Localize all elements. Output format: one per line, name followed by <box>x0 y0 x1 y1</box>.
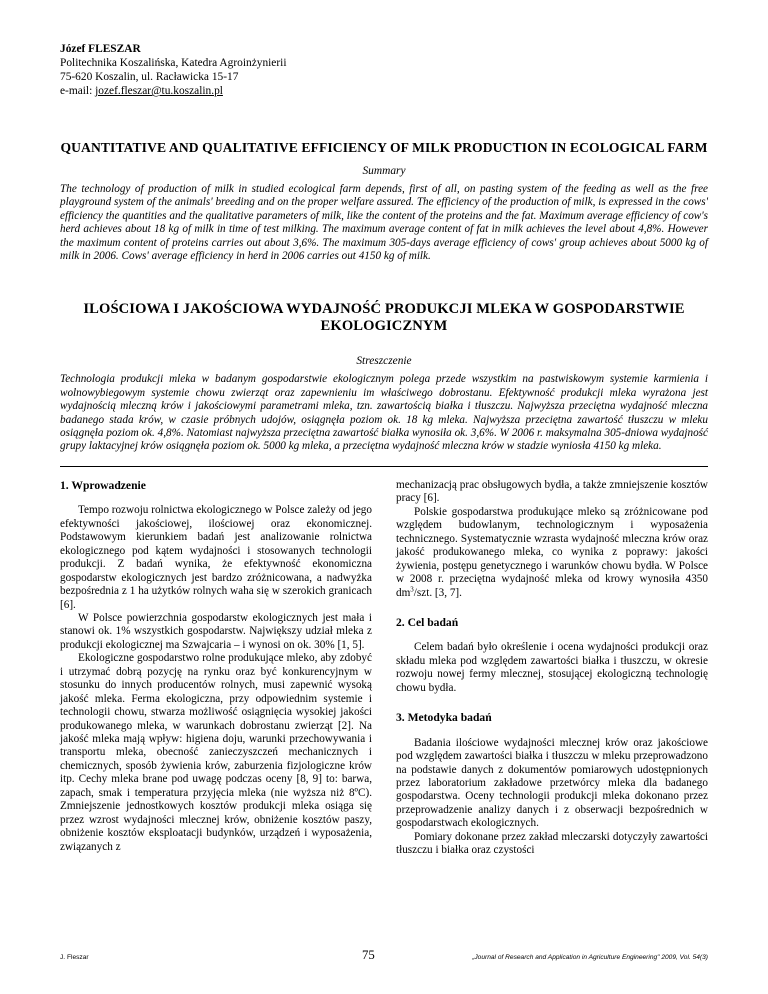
author-address: 75-620 Koszalin, ul. Racławicka 15-17 <box>60 71 239 83</box>
author-affiliation: Politechnika Koszalińska, Katedra Agroinżynierii <box>60 57 287 69</box>
body-paragraph: Polskie gospodarstwa produkujące mleko są zróżnicowane pod względem budowlanym, technologicznym i wyposażenia technicznego. Systematycznie wzrasta wydajność mleczna krów oraz jakość produkowanego mleka, co wynika z poprawy: jakości żywienia, postępu genetycznego i warunków chowu bydła. W Polsce w 2008 r. przeciętna wydajność mleka od krowy wynosiła 4350 $dm^3$/szt. [3, 7]. <box>396 505 708 599</box>
right-column <box>396 479 708 858</box>
body-paragraph: Celem badań było określenie i ocena wydajności produkcji oraz składu mleka pod względem zawartości białka i tłuszczu, w okresie rozwoju nowej fermy mlecznej, stosującej ekologiczną technologię chowu bydła. <box>396 641 708 694</box>
author-email-line <box>60 84 708 98</box>
page-footer <box>60 948 708 974</box>
superscript: 3 <box>410 584 414 593</box>
title-english: QUANTITATIVE AND QUALITATIVE EFFICIENCY OF MILK PRODUCTION IN ECOLOGICAL FARM <box>60 140 708 155</box>
left-column <box>60 479 372 858</box>
author-name: Józef FLESZAR <box>60 43 141 55</box>
author-block <box>60 42 708 98</box>
page-number: 75 <box>362 948 375 962</box>
email-label: e-mail: <box>60 85 96 97</box>
section-heading-aim: 2. Cel badań <box>396 615 459 629</box>
section-heading-methods: 3. Metodyka badań <box>396 711 492 725</box>
title-polish: ILOŚCIOWA I JAKOŚCIOWA WYDAJNOŚĆ PRODUKCJI MLEKA W GOSPODARSTWIE EKOLOGICZNYM <box>83 301 685 335</box>
section-heading-introduction: 1. Wprowadzenie <box>60 478 146 492</box>
body-paragraph: W Polsce powierzchnia gospodarstw ekologicznych jest mała i stanowi ok. 1% wszystkich gospodarstw. Największy udział mleka z produkcji ekologicznej ma Szwajcaria – i wynosi on ok. 30% [1, 5]. <box>60 611 372 651</box>
footer-author: J. Fleszar <box>60 954 89 961</box>
section-divider <box>60 466 708 467</box>
footer-journal: „Journal of Research and Application in Agriculture Engineering" 2009, Vol. 54(3) <box>472 954 708 961</box>
paper-page <box>60 42 708 858</box>
body-paragraph: Ekologiczne gospodarstwo rolne produkujące mleko, aby zdobyć i utrzymać dobrą pozycję na rynku oraz być konkurencyjnym w stosunku do innych producentów rolnych, musi zapewnić wysoką jakość mleka. Ferma ekologiczna, przy odpowiednim systemie i technologii chowu, stwarza możliwość osiągnięcia wysokiej jakości produkowanego mleka, w warunkach dobrostanu zwierząt [2]. Na jakość mleka mają wpływ: higiena doju, warunki przechowywania i transportu mleka, obecność zanieczyszczeń mechanicznych i chemicznych, sposób żywienia krów, zaburzenia fizjologiczne krów itp. Cechy mleka brane pod uwagę podczas oceny [8, 9] to: barwa, zapach, smak i temperatura przyjęcia mleka (nie wyższa niż 8ºC). Zmniejszenie jednostkowych kosztów produkcji mleka osiąga się przez wzrost wydajności mlecznej krów, obniżenie kosztów paszy, obniżenie kosztów eksploatacji budynków, urządzeń i wyposażenia, związanych z <box>60 652 372 853</box>
body-paragraph: Pomiary dokonane przez zakład mleczarski dotyczyły zawartości tłuszczu i białka oraz czystości <box>396 830 708 857</box>
body-paragraph: Badania ilościowe wydajności mlecznej krów oraz jakościowe pod względem zawartości białka i tłuszczu w mleku przeprowadzono na podstawie danych z dokumentów pomiarowych udostępnionych przez laboratorium zakładowe przetwórcy mleka dla badanego gospodarstwa. Oceny technologii produkcji mleka dokonano przez przeprowadzenie analizy danych i z obserwacji bezpośrednich w gospodarstwach ekologicznych. <box>396 736 708 830</box>
abstract-english: The technology of production of milk in studied ecological farm depends, first of all, on pasting system of the feeding as well as the free playground system of the animals' breeding and on the proper welfare assured. The efficiency of the production of milk, is expressed in the cows' efficiency the quantities and the qualitative parameters of milk, like the content of the proteins and the fat. Maximum average efficiency of cow's herd achieves about 18 kg of milk in time of test milking. The maximum average content of fat in milk achieves the level about 4,8%. However the maximum content of proteins carries out about 3,6%. The maximum 305-days average efficiency of cows' group achieves about 5000 kg of milk in 2006. Cows' average efficiency in herd in 2006 carries out 4150 kg of milk. <box>60 183 708 263</box>
body-columns <box>60 479 708 858</box>
body-paragraph: mechanizacją prac obsługowych bydła, a także zmniejszenie kosztów pracy [6]. <box>396 478 708 505</box>
body-paragraph: Tempo rozwoju rolnictwa ekologicznego w Polsce zależy od jego efektywności jakościowej, ilościowej oraz ekonomicznej. Podstawowym kierunkiem badań jest analizowanie rolnictwa ekologicznego pod kątem wydajności i stosowanych technologii produkcji. Z badań wynika, że efektywność ekonomiczna gospodarstw ekologicznych jest bardzo zróżnicowana, a nadwyżka bezpośrednia z 1 ha użytków rolnych waha się w szerokich granicach [6]. <box>60 504 372 611</box>
abstract-polish: Technologia produkcji mleka w badanym gospodarstwie ekologicznym polega przede wszystkim na pastwiskowym systemie karmienia i wolnowybiegowym systemie chowu zwierząt oraz zapewnieniu im właściwego dobrostanu. Efektywność produkcji mleka wyrażona jest wydajnością mleczną krów i jakościowymi parametrami mleka, tzn. zawartością białka i tłuszczu. Najwyższa przeciętna wydajność mleczna badanego stada krów, w czasie próbnych udojów, osiągnęła poziom ok. 18 kg mleka. Najwyższa przeciętna zawartość tłuszczu w mleku osiągnęła poziom ok. 4,8%. Natomiast najwyższa przeciętna zawartość białka wynosiła ok. 3,6%. W 2006 r. maksymalna 305-dniowa wydajność grupy laktacyjnej krów osiągnęła poziom ok. 5000 kg mleka, a przeciętna wydajność mleczna krów w stadzie wyniosła 4150 kg mleka. <box>60 373 708 453</box>
author-email-link[interactable]: jozef.fleszar@tu.koszalin.pl <box>95 85 223 97</box>
summary-heading: Summary <box>362 165 406 177</box>
streszczenie-heading: Streszczenie <box>356 355 412 368</box>
